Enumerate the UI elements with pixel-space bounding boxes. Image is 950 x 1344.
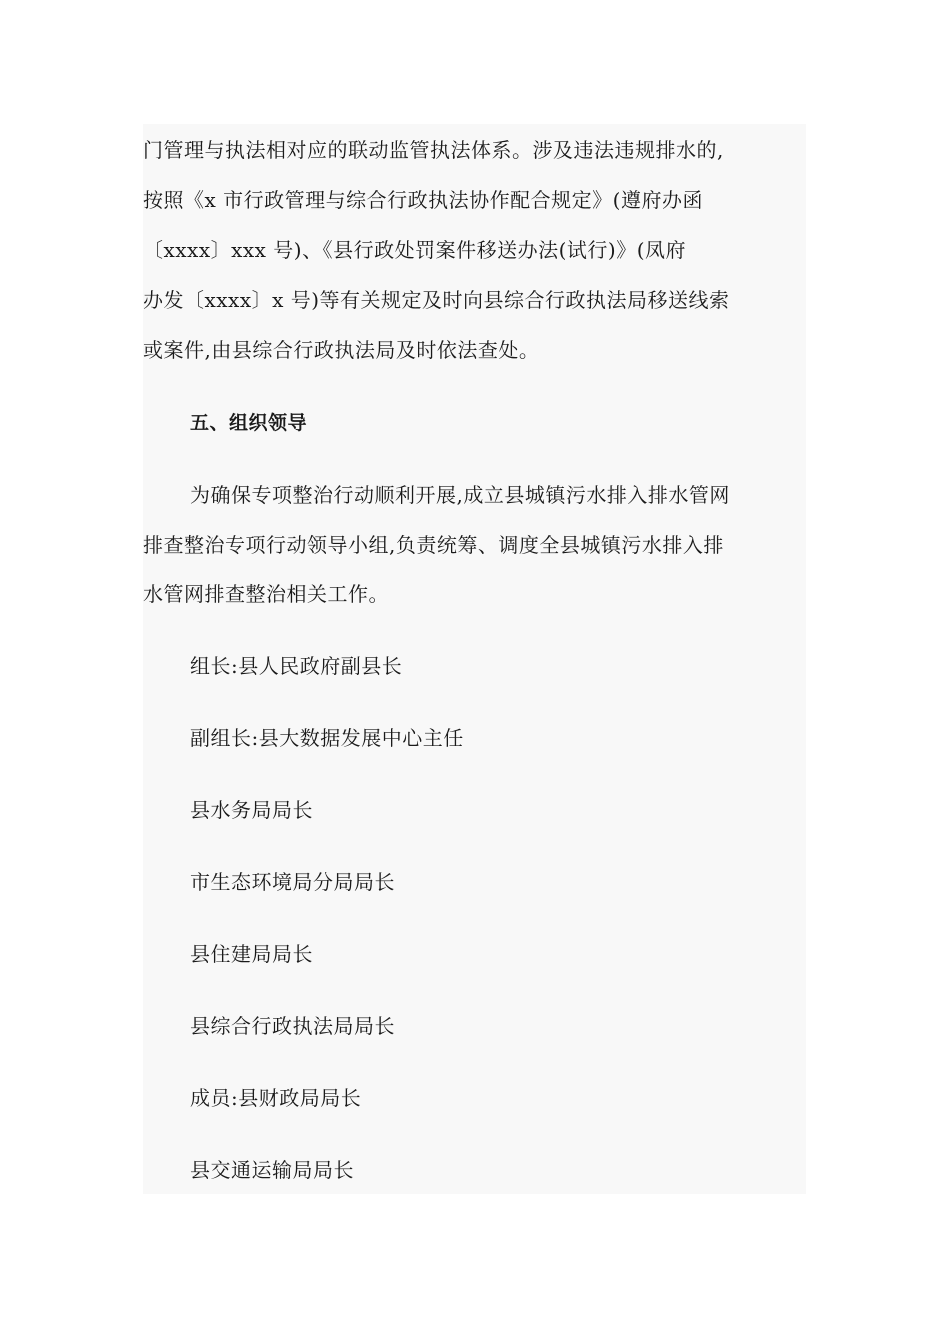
paragraph-line: 或案件,由县综合行政执法局及时依法查处。	[143, 338, 540, 362]
member-line: 县综合行政执法局局长	[190, 1014, 395, 1038]
paragraph-line: 门管理与执法相对应的联动监管执法体系。涉及违法违规排水的,	[143, 138, 724, 162]
member-line: 市生态环境局分局局长	[190, 870, 395, 894]
paragraph-line: 排查整治专项行动领导小组,负责统筹、调度全县城镇污水排入排	[143, 533, 724, 557]
paragraph-line: 按照《x 市行政管理与综合行政执法协作配合规定》(遵府办函	[143, 188, 703, 212]
member-line: 县交通运输局局长	[190, 1158, 354, 1182]
member-line: 组长:县人民政府副县长	[190, 654, 403, 678]
member-line: 县住建局局长	[190, 942, 313, 966]
paragraph-line: 办发〔xxxx〕x 号)等有关规定及时向县综合行政执法局移送线索	[143, 288, 730, 312]
paragraph-line: 为确保专项整治行动顺利开展,成立县城镇污水排入排水管网	[190, 483, 730, 507]
paragraph-line: 〔xxxx〕xxx 号)、《县行政处罚案件移送办法(试行)》(凤府	[143, 238, 687, 262]
section-heading: 五、组织领导	[190, 412, 308, 434]
paragraph-line: 水管网排查整治相关工作。	[143, 582, 389, 606]
member-line: 县水务局局长	[190, 798, 313, 822]
member-line: 副组长:县大数据发展中心主任	[190, 726, 464, 750]
member-line: 成员:县财政局局长	[190, 1086, 362, 1110]
